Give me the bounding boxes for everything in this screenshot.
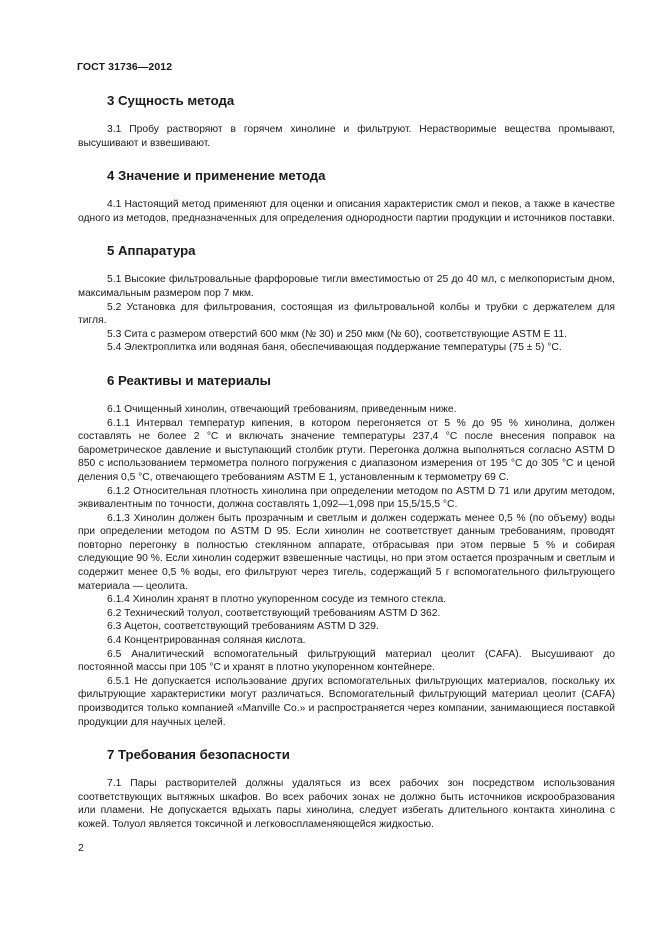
section-heading: 6 Реактивы и материалы <box>107 372 271 388</box>
paragraph-6-5: 6.5 Аналитический вспомогательный фильтрующий материал цеолит (CAFA). Высушивают до постоянной массы при 105 °С и хранят в плотно укупоренном контейнере. <box>78 648 615 674</box>
paragraph-6-1-4: 6.1.4 Хинолин хранят в плотно укупоренном сосуде из темного стекла. <box>107 594 447 606</box>
paragraph-5-4: 5.4 Электроплитка или водяная баня, обеспечивающая поддержание температуры (75 ± 5) °С. <box>107 342 562 354</box>
paragraph-6-1-1: 6.1.1 Интервал температур кипения, в котором перегоняется от 5 % до 95 % хинолина, должен составлять не более 2 °С и включать значение температуры 237,4 °С после внесения поправок на барометрическое давление и выступающий столбик ртути. Перегонка должна выполняться согласно ASTM D 850 с использованием термометра полного погружения с диапазоном измерения от 195 °С до 305 °С и ценой деления 0,5 °С, отвечающего требованиям ASTM E 1, установленным к термометру 69 С. <box>78 417 615 483</box>
page-number: 2 <box>78 842 84 854</box>
paragraph-6-5-1: 6.5.1 Не допускается использование других вспомогательных фильтрующих материалов, поскольку их фильтрующие характеристики могут различаться. Вспомогательный фильтрующий материал цеолит (CAFA) производится только компанией «Manville Co.» и распространяется через компании, занимающиеся поставкой продукции для научных целей. <box>78 675 615 728</box>
paragraph-6-1-2: 6.1.2 Относительная плотность хинолина при определении методом по ASTM D 71 или другим методом, эквивалентным по точности, должна составлять 1,092—1,098 при 15,5/15,5 °С. <box>78 485 615 511</box>
document-code: ГОСТ 31736—2012 <box>77 61 173 73</box>
document-body <box>78 93 615 832</box>
paragraph-3-1: 3.1 Пробу растворяют в горячем хинолине и фильтруют. Нерастворимые вещества промывают, высушивают и взвешивают. <box>78 124 615 149</box>
section-heading: 3 Сущность метода <box>107 93 235 108</box>
section-3 <box>78 93 615 150</box>
paragraph-5-2: 5.2 Установка для фильтрования, состоящая из фильтровальной колбы и трубки с держателем для тигля. <box>78 301 615 327</box>
paragraph-5-3: 5.3 Сита с размером отверстий 600 мкм (№ 30) и 250 мкм (№ 60), соответствующие ASTM E 11. <box>107 328 567 340</box>
paragraph-5-1: 5.1 Высокие фильтровальные фарфоровые тигли вместимостью от 25 до 40 мл, с мелкопористым дном, максимальным размером пор 7 мкм. <box>78 274 615 299</box>
section-7 <box>78 747 615 831</box>
paragraph-6-1: 6.1 Очищенный хинолин, отвечающий требованиям, приведенным ниже. <box>107 403 457 415</box>
section-6 <box>78 373 615 729</box>
section-5 <box>78 243 615 355</box>
section-heading: 7 Требования безопасности <box>107 747 290 763</box>
paragraph-4-1: 4.1 Настоящий метод применяют для оценки и описания характеристик смол и пеков, а также в качестве одного из методов, предназначенных для определения однородности партии продукции и источников поставки. <box>78 199 615 224</box>
paragraph-6-2: 6.2 Технический толуол, соответствующий требованиям ASTM D 362. <box>107 607 441 619</box>
section-heading: 4 Значение и применение метода <box>107 168 326 184</box>
paragraph-6-4: 6.4 Концентрированная соляная кислота. <box>107 635 306 647</box>
paragraph-6-3: 6.3 Ацетон, соответствующий требованиям ASTM D 329. <box>107 621 379 633</box>
paragraph-7-1: 7.1 Пары растворителей должны удаляться из всех рабочих зон посредством использования соответствующих вытяжных шкафов. Во всех рабочих зонах не должно быть источников искрообразования или пламени. Не допускается вдыхать пары хинолина, следует избегать длительного контакта хинолина с кожей. Толуол является токсичной и легковоспламеняющейся жидкостью. <box>78 778 615 830</box>
section-heading: 5 Аппаратура <box>107 243 196 259</box>
paragraph-6-1-3: 6.1.3 Хинолин должен быть прозрачным и светлым и должен содержать менее 0,5 % (по объему) воды при определении методом по ASTM D 95. Если хинолин не соответствует данным требованиям, проводят повторно перегонку в полностью стеклянном аппарате, отбрасывая при этом первые 5 % и собирая следующие 90 %. Если хинолин содержит взвешенные частицы, но при этом остается прозрачным и светлым и содержит менее 0,5 % воды, его фильтруют через тигель, содержащий 5 г вспомогательного фильтрующего материала — цеолита. <box>78 512 615 592</box>
section-4 <box>78 168 615 225</box>
